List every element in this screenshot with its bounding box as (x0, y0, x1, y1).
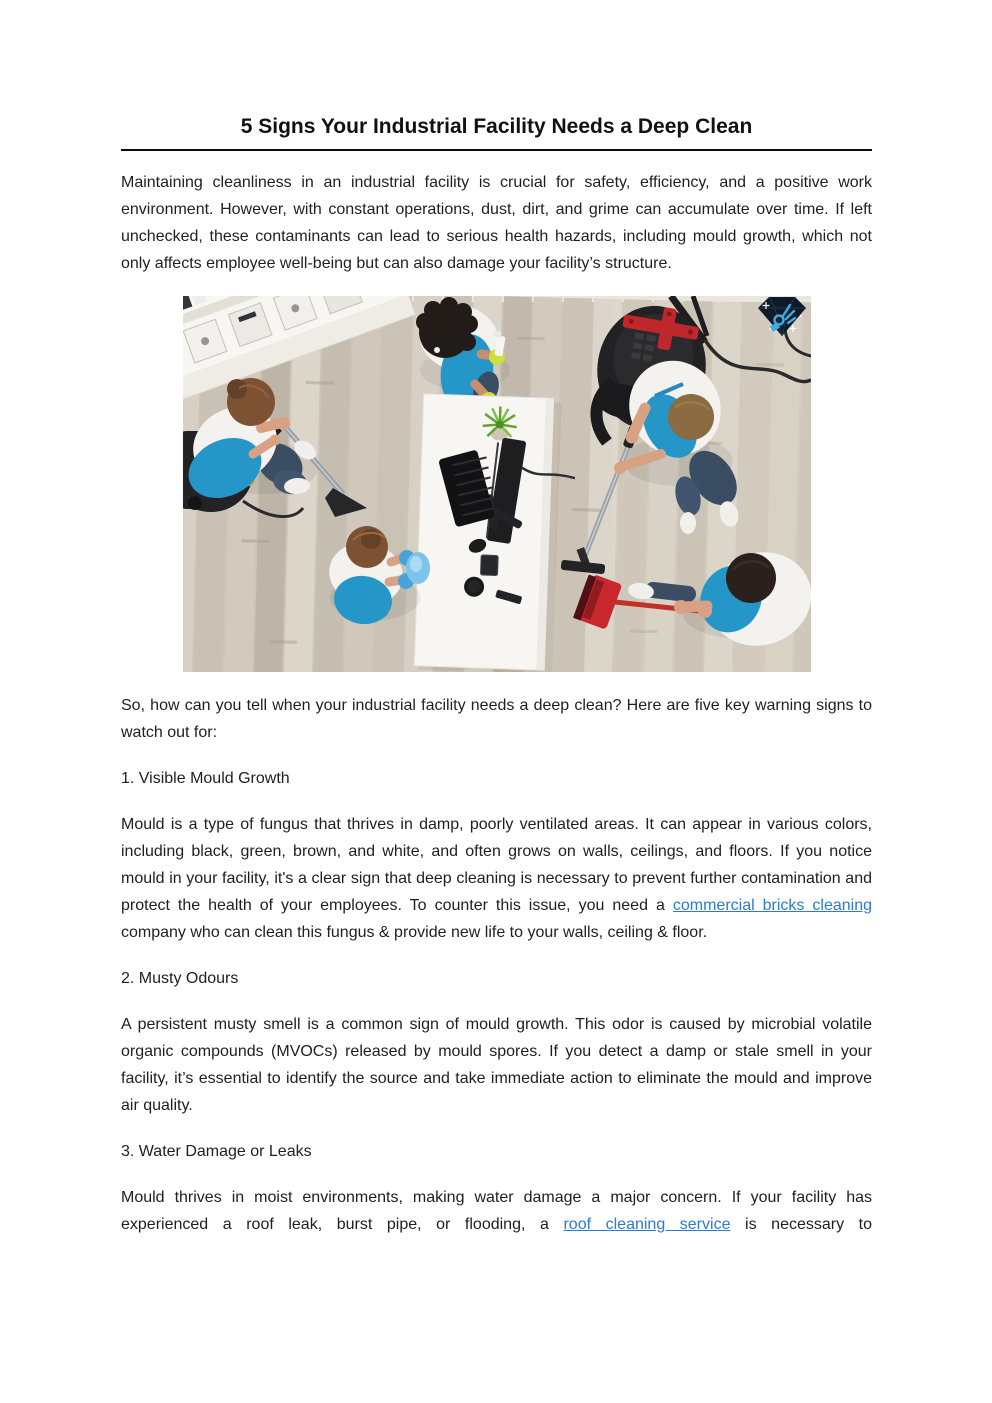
section-text-pre: A persistent musty smell is a common sign of mould growth. This odor is caused by microbial volatile organic compounds (MVOCs) released by mould spores. If you detect a damp or stale smell in your facility, it’s essential to identify the source and take immediate action to eliminate the mould and improve air quality. (121, 1016, 872, 1114)
section-text-pre: Mould thrives in moist environments, making water damage a major concern. If your facility has experienced a roof leak, burst pipe, or flooding, a (121, 1189, 872, 1233)
section-body-1 (121, 811, 872, 946)
roof-cleaning-service-link[interactable]: roof cleaning service (563, 1216, 731, 1233)
section-heading-3: 3. Water Damage or Leaks (121, 1143, 312, 1160)
section-heading-2: 2. Musty Odours (121, 970, 239, 987)
tablet (480, 555, 498, 576)
cleaning-crew-illustration (183, 296, 811, 672)
office-desk (414, 394, 578, 672)
section-text-pre: Mould is a type of fungus that thrives in damp, poorly ventilated areas. It can appear in various colors, including black, green, brown, and white, and often grows on walls, ceilings, and floors. If you notice mould in your facility, it's a clear sign that deep cleaning is necessary to prevent further contamination and protect the health of your employees. To counter this issue, you need a (121, 816, 872, 914)
intro-paragraph: Maintaining cleanliness in an industrial facility is crucial for safety, efficiency, and a positive work environment. However, with constant operations, dust, dirt, and grime can accumulate over time. If left unchecked, these contaminants can lead to serious health hazards, including mould growth, which not only affects employee well-being but can also damage your facility’s structure. (121, 174, 872, 272)
section-text-post: company who can clean this fungus & provide new life to your walls, ceiling & floor. (121, 924, 708, 941)
question-paragraph: So, how can you tell when your industrial facility needs a deep clean? Here are five key warning signs to watch out for: (121, 697, 872, 741)
section-body-3 (121, 1184, 872, 1238)
section-body-2 (121, 1011, 872, 1119)
commercial-bricks-cleaning-link[interactable]: commercial bricks cleaning (672, 897, 873, 914)
title-divider (121, 149, 872, 151)
page-title: 5 Signs Your Industrial Facility Needs a Deep Clean (240, 115, 753, 138)
article-image (183, 296, 811, 672)
section-text-post: is necessary to (730, 1216, 873, 1233)
section-heading-1: 1. Visible Mould Growth (121, 770, 290, 787)
